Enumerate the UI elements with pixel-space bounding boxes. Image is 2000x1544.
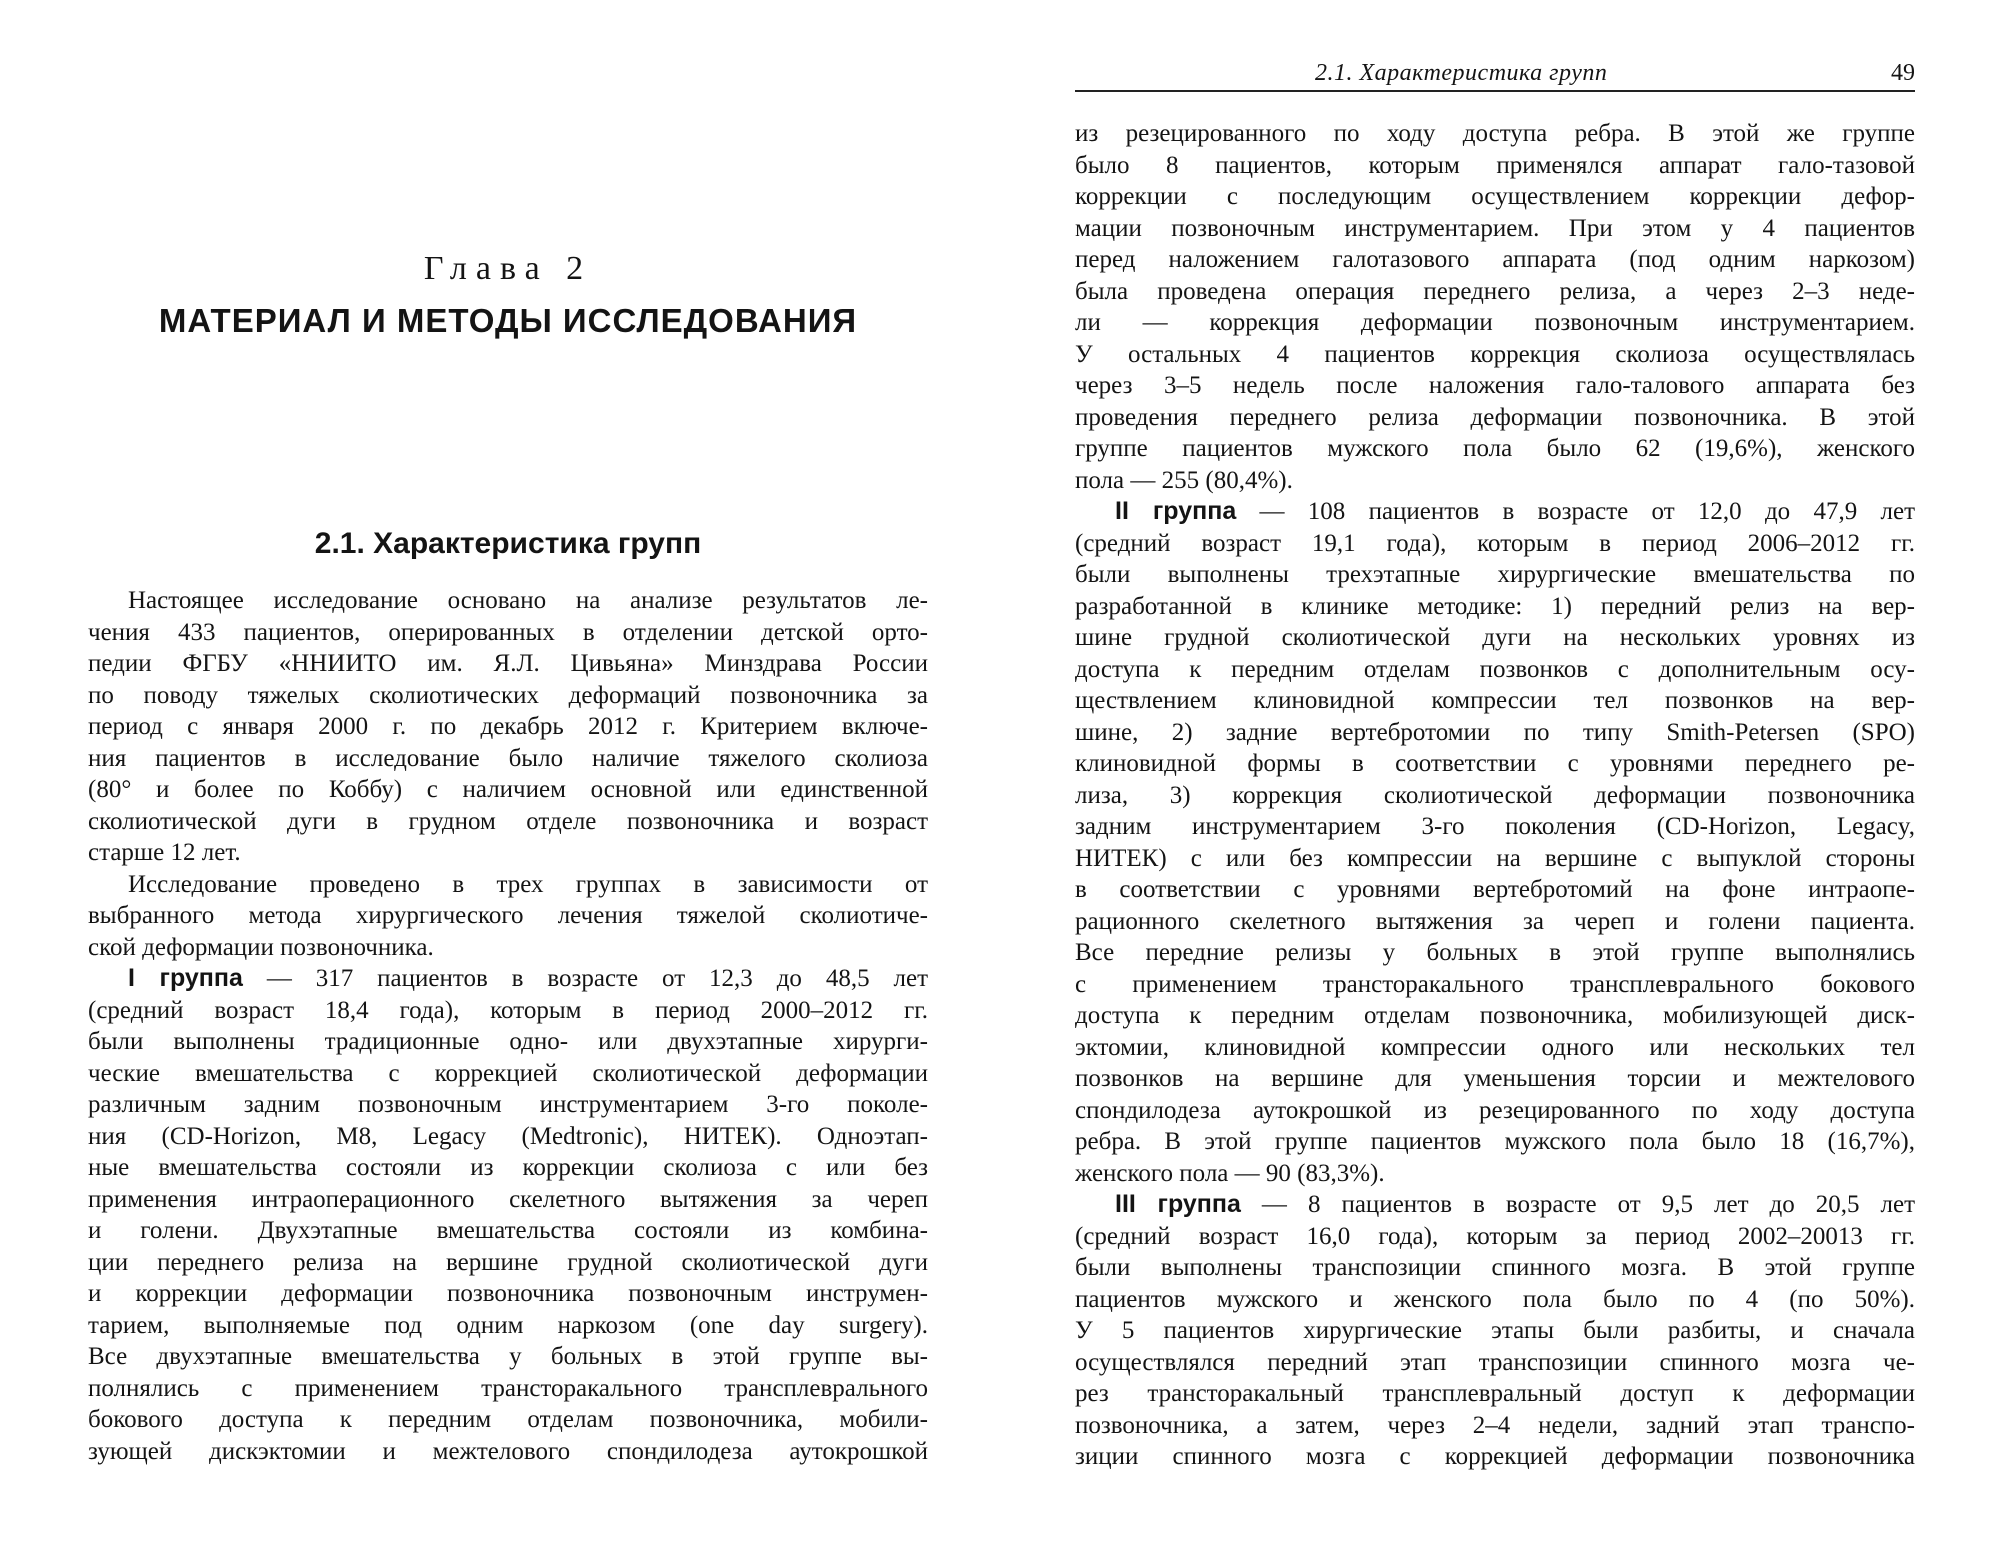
text-line: мации позвоночным инструментарием. При этом у 4 пациентов [1075, 214, 1915, 242]
left-body-text [88, 585, 928, 1467]
group-2-text: — 108 пациентов в возрасте от 12,0 до 47,9 лет [1236, 498, 1915, 525]
text-line: коррекции с последующим осуществлением коррекции дефор- [1075, 183, 1915, 210]
text-line: (средний возраст 19,1 года), которым в период 2006–2012 гг. [1075, 529, 1915, 557]
text-line: ли — коррекция деформации позвоночным инструментарием. [1075, 309, 1915, 336]
text-line: рез трансторакальный трансплевральный доступ к деформации [1075, 1380, 1915, 1407]
text-line: через 3–5 недель после наложения гало-талового аппарата без [1075, 372, 1915, 399]
text-line: были выполнены трехэтапные хирургические вмешательства по [1075, 561, 1915, 588]
text-line: НИТЕК) с или без компрессии на вершине с выпуклой стороны [1075, 844, 1915, 872]
section-title: 2.1. Характеристика групп [314, 527, 702, 560]
text-line: были выполнены транспозиции спинного мозга. В этой группе [1075, 1254, 1915, 1281]
text-line: ребра. В этой группе пациентов мужского пола было 18 (16,7%), [1075, 1128, 1915, 1155]
text-line: по поводу тяжелых сколиотических деформаций позвоночника за [88, 681, 928, 709]
text-line: ской деформации позвоночника. [88, 933, 434, 961]
text-line: позвоночника, а затем, через 2–4 недели, задний этап транспо- [1075, 1411, 1915, 1439]
text-line: разработанной в клинике методике: 1) передний релиз на вер- [1075, 592, 1915, 620]
text-line: была проведена операция переднего релиза, а через 2–3 неде- [1075, 277, 1915, 305]
text-line-group-1 [88, 963, 928, 995]
right-body-text [1075, 118, 1915, 1473]
text-line-group-2 [1075, 496, 1915, 528]
text-line: (средний возраст 18,4 года), которым в период 2000–2012 гг. [88, 996, 928, 1024]
text-line: бокового доступа к передним отделам позвоночника, мобили- [88, 1406, 928, 1433]
text-line: женского пола — 90 (83,3%). [1075, 1159, 1385, 1187]
text-line: шине грудной сколиотической дуги на нескольких уровнях из [1075, 624, 1915, 651]
group-3-text: — 8 пациентов в возрасте от 9,5 лет до 20,5 лет [1240, 1191, 1915, 1218]
text-line: из резецированного по ходу доступа ребра. В этой же группе [1075, 120, 1915, 147]
text-line: было 8 пациентов, которым применялся аппарат гало-тазовой [1075, 151, 1915, 179]
text-line: проведения переднего релиза деформации позвоночника. В этой [1075, 403, 1915, 431]
text-line: зующей дискэктомии и межтелового спондилодеза аутокрошкой [88, 1437, 928, 1465]
text-line: выбранного метода хирургического лечения тяжелой сколиотиче- [88, 902, 928, 929]
text-line: задним инструментарием 3-го поколения (CD-Horizon, Legacy, [1075, 813, 1915, 840]
running-title: 2.1. Характеристика групп [1315, 60, 1608, 86]
text-line: Все двухэтапные вмешательства у больных в этой группе вы- [88, 1343, 928, 1370]
text-line: сколиотической дуги в грудном отделе позвоночника и возраст [88, 807, 928, 835]
page-number: 49 [1891, 60, 1915, 86]
group-1-text: — 317 пациентов в возрасте от 12,3 до 48,5 лет [242, 965, 928, 992]
text-line: и коррекции деформации позвоночника позвоночным инструмен- [88, 1280, 928, 1307]
text-line: ции переднего релиза на вершине грудной сколиотической дуги [88, 1248, 928, 1276]
group-1-label: I группа [128, 964, 243, 992]
text-line: применения интраоперационного скелетного вытяжения за череп [88, 1185, 928, 1213]
text-line: полнялись с применением трансторакального трансплеврального [88, 1374, 928, 1402]
text-line: осуществлялся передний этап транспозиции спинного мозга че- [1075, 1348, 1915, 1376]
text-line: ния (CD-Horizon, M8, Legacy (Medtronic), НИТЕК). Одноэтап- [88, 1122, 928, 1150]
text-line: тарием, выполняемые под одним наркозом (one day surgery). [88, 1311, 928, 1339]
text-line: спондилодеза аутокрошкой из резецированного по ходу доступа [1075, 1096, 1915, 1124]
text-line: были выполнены традиционные одно- или двухэтапные хирурги- [88, 1028, 928, 1055]
group-2-label: II группа [1115, 497, 1237, 525]
text-line: в соответствии с уровнями вертебротомий на фоне интраопе- [1075, 876, 1915, 903]
text-line: старше 12 лет. [88, 839, 241, 866]
text-line: пола — 255 (80,4%). [1075, 466, 1293, 494]
text-line: (средний возраст 16,0 года), которым за период 2002–20013 гг. [1075, 1222, 1915, 1250]
text-line: (80° и более по Коббу) с наличием основной или единственной [88, 776, 928, 803]
text-line-group-3 [1075, 1189, 1915, 1221]
text-line: с применением трансторакального трансплеврального бокового [1075, 970, 1915, 998]
text-line: эктомии, клиновидной компрессии одного или нескольких тел [1075, 1033, 1915, 1061]
text-line: педии ФГБУ «ННИИТО им. Я.Л. Цивьяна» Минздрава России [88, 650, 928, 677]
text-line: позвонков на вершине для уменьшения торсии и межтелового [1075, 1065, 1915, 1092]
text-line: различным задним позвоночным инструментарием 3-го поколе- [88, 1091, 928, 1118]
text-line: чения 433 пациентов, оперированных в отделении детской орто- [88, 618, 928, 646]
text-line: группе пациентов мужского пола было 62 (19,6%), женского [1075, 435, 1915, 462]
text-line: Исследование проведено в трех группах в зависимости от [128, 870, 928, 898]
text-line: период с января 2000 г. по декабрь 2012 г. Критерием включе- [88, 713, 928, 740]
chapter-title: МАТЕРИАЛ И МЕТОДЫ ИССЛЕДОВАНИЯ [158, 302, 858, 339]
text-line: лиза, 3) коррекция сколиотической деформации позвоночника [1075, 781, 1915, 809]
text-line: ществлением клиновидной компрессии тел позвонков на вер- [1075, 687, 1915, 714]
text-line: ческие вмешательства с коррекцией сколиотической деформации [88, 1059, 928, 1087]
text-line: Все передние релизы у больных в этой группе выполнялись [1075, 939, 1915, 966]
text-line: зиции спинного мозга с коррекцией деформации позвоночника [1075, 1443, 1915, 1470]
text-line: клиновидной формы в соответствии с уровнями переднего ре- [1075, 750, 1915, 777]
text-line: пациентов мужского и женского пола было по 4 (по 50%). [1075, 1285, 1915, 1313]
text-line: перед наложением галотазового аппарата (под одним наркозом) [1075, 246, 1915, 273]
text-line: шине, 2) задние вертебротомии по типу Smith-Petersen (SPO) [1075, 718, 1915, 746]
text-line: доступа к передним отделам позвоночника, мобилизующей диск- [1075, 1002, 1915, 1029]
text-line: У 5 пациентов хирургические этапы были разбиты, и сначала [1075, 1317, 1915, 1344]
running-header [1075, 60, 1915, 92]
text-line: рационного скелетного вытяжения за череп и голени пациента. [1075, 907, 1915, 935]
text-line: ния пациентов в исследование было наличие тяжелого сколиоза [88, 744, 928, 772]
group-3-label: III группа [1115, 1190, 1241, 1218]
text-line: и голени. Двухэтапные вмешательства состояли из комбина- [88, 1217, 928, 1244]
text-line: У остальных 4 пациентов коррекция сколиоза осуществлялась [1075, 340, 1915, 368]
text-line: ные вмешательства состояли из коррекции сколиоза с или без [88, 1154, 928, 1181]
text-line: Настоящее исследование основано на анализе результатов ле- [128, 587, 928, 614]
chapter-label: Глава 2 [423, 250, 593, 287]
text-line: доступа к передним отделам позвонков с дополнительным осу- [1075, 655, 1915, 683]
